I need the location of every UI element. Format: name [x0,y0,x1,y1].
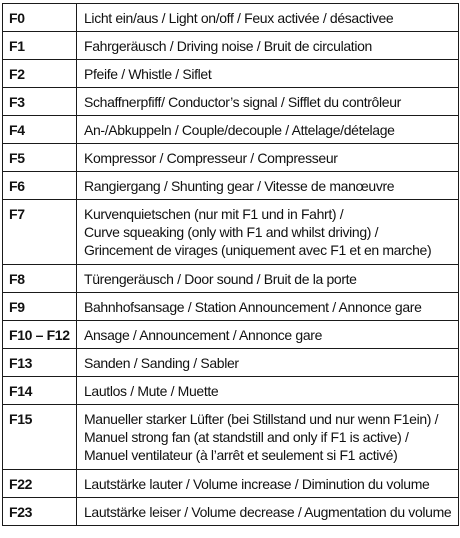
function-description [77,200,459,265]
description-line: Licht ein/aus / Light on/off / Feux activée / désactivee [84,10,394,26]
description-line: Lautstärke lauter / Volume increase / Diminution du volume [84,476,430,492]
description-line: Kompressor / Compresseur / Compresseur [84,150,338,166]
description-line: Grincement de virages (uniquement avec F1 et en marche) [84,242,432,258]
description-line: Rangiergang / Shunting gear / Vitesse de manœuvre [84,178,395,194]
table-row [3,200,459,265]
function-key-table [2,3,459,526]
description-line: Lautlos / Mute / Muette [84,383,219,399]
description-line: Pfeife / Whistle / Siflet [84,66,212,82]
table-row [3,293,459,321]
function-key: F1 [3,32,77,60]
function-description [77,377,459,405]
table-row [3,172,459,200]
function-description [77,116,459,144]
function-description [77,144,459,172]
function-key: F4 [3,116,77,144]
table-row [3,144,459,172]
function-description [77,293,459,321]
table-row [3,88,459,116]
function-key: F15 [3,405,77,470]
function-key: F13 [3,349,77,377]
description-line: Lautstärke leiser / Volume decrease / Augmentation du volume [84,504,452,520]
function-key: F10 – F12 [3,321,77,349]
function-description [77,498,459,526]
description-line: Manueller starker Lüfter (bei Stillstand und nur wenn F1ein) / [84,411,439,427]
table-row [3,32,459,60]
function-key: F22 [3,470,77,498]
description-line: Fahrgeräusch / Driving noise / Bruit de circulation [84,38,372,54]
table-row [3,405,459,470]
description-line: Türengeräusch / Door sound / Bruit de la porte [84,271,357,287]
function-key: F8 [3,265,77,293]
function-key-table-body [3,4,459,526]
function-description [77,321,459,349]
table-row [3,349,459,377]
description-line: Sanden / Sanding / Sabler [84,355,239,371]
description-line: Ansage / Announcement / Annonce gare [84,327,323,343]
function-key: F9 [3,293,77,321]
function-description [77,172,459,200]
function-description [77,405,459,470]
function-description [77,265,459,293]
function-key: F5 [3,144,77,172]
table-row [3,60,459,88]
function-key: F14 [3,377,77,405]
function-description [77,32,459,60]
function-key: F7 [3,200,77,265]
function-key: F6 [3,172,77,200]
description-line: Kurvenquietschen (nur mit F1 und in Fahrt) / [84,206,344,222]
function-description [77,88,459,116]
table-row [3,498,459,526]
function-key: F2 [3,60,77,88]
description-line: Manuel ventilateur (à l’arrêt et seulement si F1 activé) [84,447,398,463]
function-description [77,4,459,32]
description-line: Schaffnerpfiff/ Conductor’s signal / Sifflet du contrôleur [84,94,401,110]
description-line: An-/Abkuppeln / Couple/decouple / Attelage/dételage [84,122,395,138]
function-key: F3 [3,88,77,116]
table-row [3,377,459,405]
function-description [77,470,459,498]
table-row [3,116,459,144]
function-key: F0 [3,4,77,32]
description-line: Curve squeaking (only with F1 and whilst driving) / [84,224,379,240]
function-key: F23 [3,498,77,526]
table-row [3,470,459,498]
function-description [77,60,459,88]
table-row [3,4,459,32]
table-row [3,265,459,293]
description-line: Bahnhofsansage / Station Announcement / Annonce gare [84,299,422,315]
function-description [77,349,459,377]
description-line: Manuel strong fan (at standstill and only if F1 is active) / [84,429,409,445]
table-row [3,321,459,349]
